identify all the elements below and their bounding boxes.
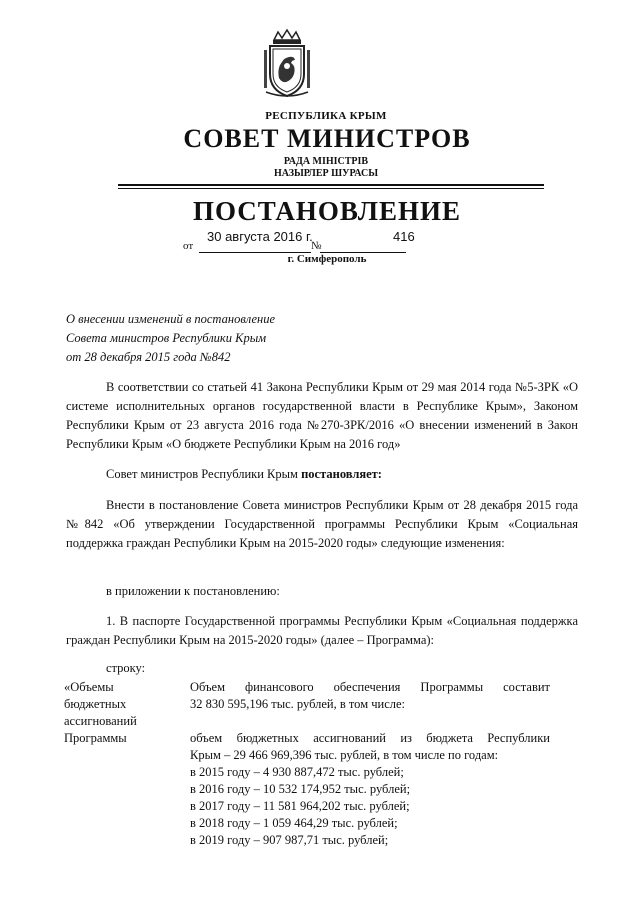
subject-line: от 28 декабря 2015 года №842 [66, 350, 231, 364]
council-title: СОВЕТ МИНИСТРОВ [183, 124, 471, 153]
table-value-line: в 2015 году – 4 930 887,472 тыс. рублей; [190, 765, 404, 779]
table-value-line: в 2016 году – 10 532 174,952 тыс. рублей; [190, 782, 411, 796]
table-label-line: Программы [64, 731, 127, 745]
table-value-column [190, 679, 550, 849]
table-value-line: в 2019 году – 907 987,71 тыс. рублей; [190, 833, 389, 847]
table-value-gap [190, 713, 550, 730]
date-label: от [183, 240, 194, 252]
header-divider-thick [118, 184, 544, 186]
table-value-line: Крым – 29 466 969,396 тыс. рублей, в том числе по годам: [190, 748, 499, 762]
resolution-text: Совет министров Республики Крым [106, 467, 302, 481]
decree-number: 416 [393, 229, 415, 244]
amendment-paragraph: Внести в постановление Совета министров Республики Крым от 28 декабря 2015 года №842 «Об утверждении Государственной программы Республики Крым «Социальная поддержка граждан Республики Крым на 2015-2020 годы» следующие изменения: [66, 498, 578, 550]
resolution-paragraph [66, 465, 578, 484]
table-label-column [64, 679, 174, 747]
passport-paragraph: 1. В паспорте Государственной программы Республики Крым «Социальная поддержка граждан Республики Крым на 2015-2020 годы» (далее – Программа): [66, 614, 578, 647]
table-value-line: в 2018 году – 1 059 464,29 тыс. рублей; [190, 816, 398, 830]
republic-name: РЕСПУБЛИКА КРЫМ [265, 110, 387, 122]
table-value-line: Объем финансового обеспечения Программы составит [190, 680, 550, 694]
table-value-line: в 2017 году – 11 581 964,202 тыс. рублей; [190, 799, 410, 813]
table-label-line: ассигнований [64, 714, 137, 728]
table-label-line: «Объемы [64, 680, 114, 694]
document-type-title: ПОСТАНОВЛЕНИЕ [192, 196, 462, 226]
council-title-ukrainian: РАДА МІНІСТРІВ [283, 156, 369, 167]
table-value-line: объем бюджетных ассигнований из бюджета Республики [190, 731, 550, 745]
number-label: № [311, 240, 322, 252]
decree-subject [66, 310, 366, 367]
table-value-line: 32 830 595,196 тыс. рублей, в том числе: [190, 697, 406, 711]
table-label-line: бюджетных [64, 697, 127, 711]
annex-paragraph: в приложении к постановлению: [106, 584, 280, 598]
subject-line: О внесении изменений в постановление [66, 312, 276, 326]
row-label: строку: [106, 661, 146, 675]
city-name: г. Симферополь [287, 253, 367, 265]
header-divider-thin [118, 188, 544, 189]
subject-line: Совета министров Республики Крым [66, 331, 267, 345]
decree-date: 30 августа 2016 г. [207, 229, 313, 244]
preamble-paragraph: В соответствии со статьей 41 Закона Республики Крым от 29 мая 2014 года №5-ЗРК «О системе исполнительных органов государственной власти в Республике Крым», Законом Республики Крым от 23 августа 2016 года №270-ЗРК/2016 «О внесении изменений в Закон Республики Крым «О бюджете Республики Крым на 2016 год» [66, 380, 578, 451]
council-title-crimean-tatar: НАЗЫРЛЕР ШУРАСЫ [273, 168, 379, 179]
crimea-coat-of-arms-icon [262, 28, 312, 98]
resolution-verb: постановляет: [301, 467, 382, 481]
